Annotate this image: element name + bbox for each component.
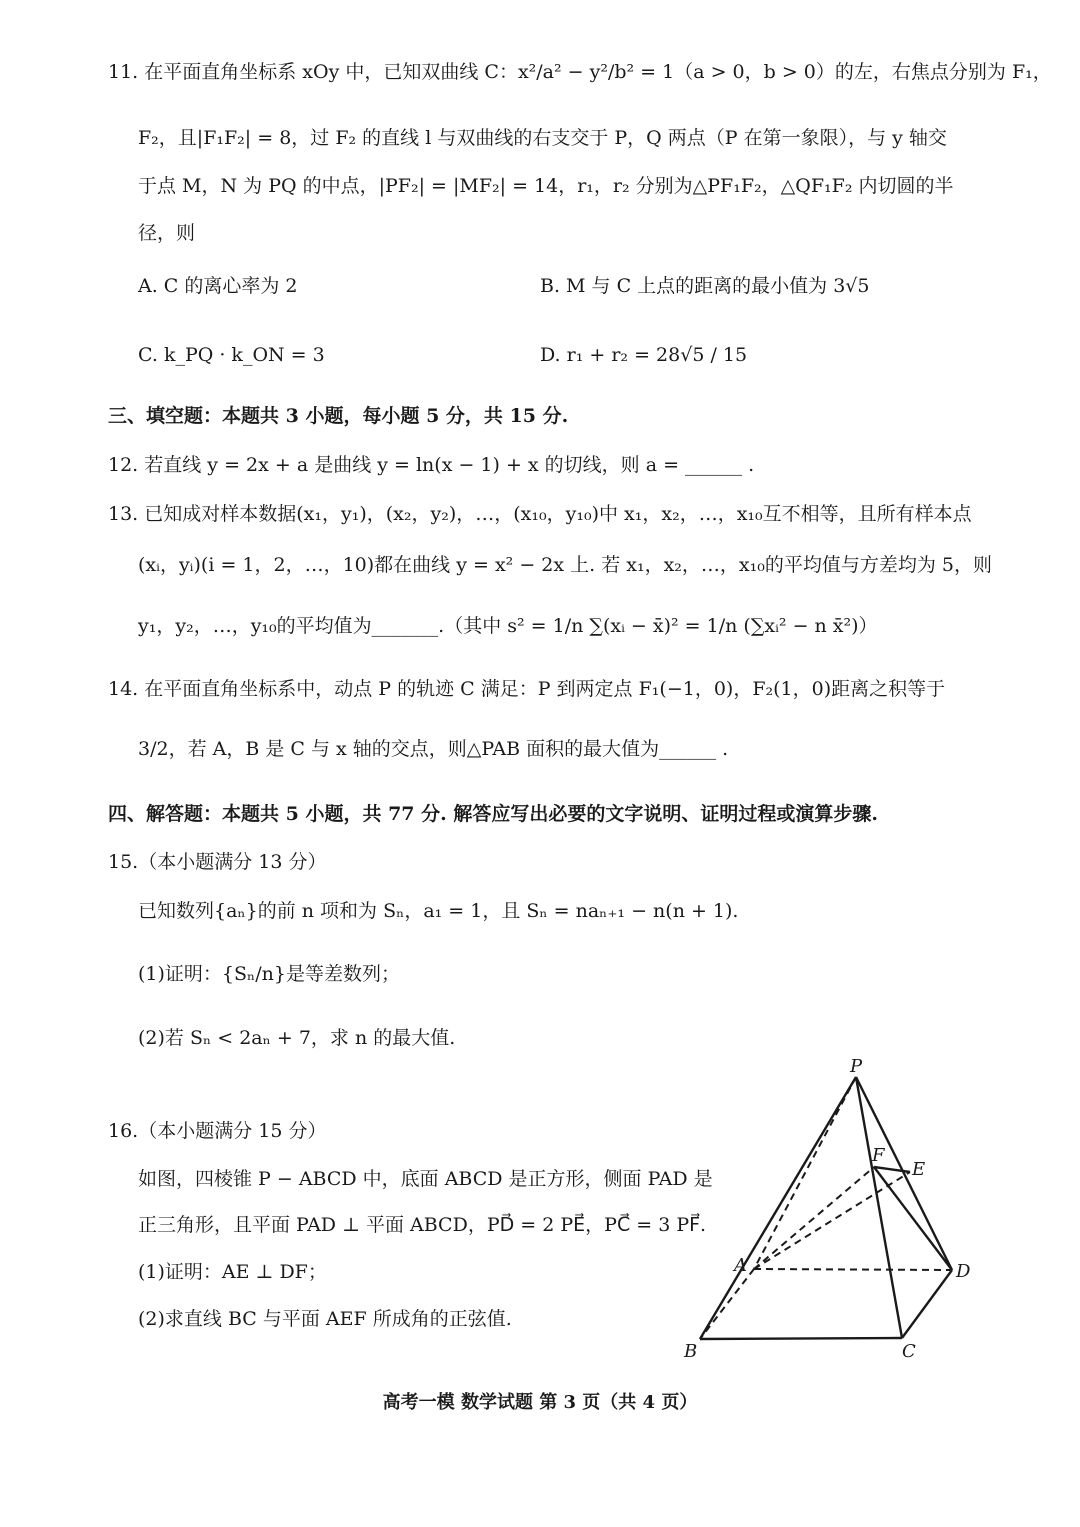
q16-line1: 如图，四棱锥 P − ABCD 中，底面 ABCD 是正方形，侧面 PAD 是 bbox=[138, 1168, 713, 1190]
q15-heading: 15.（本小题满分 13 分） bbox=[108, 851, 327, 873]
q15-stem: 已知数列{aₙ}的前 n 项和为 Sₙ，a₁ = 1，且 Sₙ = naₙ₊₁ − n(n + 1). bbox=[138, 900, 739, 922]
segment-fe bbox=[874, 1167, 910, 1172]
q15-part1: (1)证明：{Sₙ/n}是等差数列； bbox=[138, 963, 400, 985]
q11-option-d: D. r₁ + r₂ = 28√5 / 15 bbox=[540, 344, 748, 366]
label-d: D bbox=[956, 1261, 971, 1282]
q16-part1: (1)证明：AE ⊥ DF； bbox=[138, 1261, 327, 1283]
edge-ad-hidden bbox=[754, 1269, 952, 1270]
label-p: P bbox=[850, 1056, 863, 1077]
q16-heading: 16.（本小题满分 15 分） bbox=[108, 1120, 327, 1142]
segment-df bbox=[874, 1167, 952, 1270]
q13-line3: y₁，y₂，…，y₁₀的平均值为_______.（其中 s² = 1/n ∑(xᵢ − x̄)² = 1/n (∑xᵢ² − n x̄²)） bbox=[138, 615, 878, 637]
label-f: F bbox=[872, 1145, 885, 1166]
edge-cd bbox=[902, 1270, 952, 1338]
edge-bc bbox=[700, 1338, 902, 1339]
section-4-heading: 四、解答题：本题共 5 小题，共 77 分. 解答应写出必要的文字说明、证明过程或演算步骤. bbox=[108, 803, 878, 825]
q11-option-c: C. k_PQ · k_ON = 3 bbox=[138, 344, 325, 366]
label-b: B bbox=[684, 1341, 698, 1362]
q15-part2: (2)若 Sₙ < 2aₙ + 7，求 n 的最大值. bbox=[138, 1027, 456, 1049]
edge-pc bbox=[856, 1077, 902, 1338]
edge-pa-hidden bbox=[754, 1077, 856, 1269]
edge-pd bbox=[856, 1077, 952, 1270]
pyramid-figure bbox=[680, 1055, 980, 1365]
edge-ab-hidden bbox=[700, 1269, 754, 1339]
q14-line1: 14. 在平面直角坐标系中，动点 P 的轨迹 C 满足：P 到两定点 F₁(−1，0)，F₂(1，0)距离之积等于 bbox=[108, 678, 946, 700]
q13-line1: 13. 已知成对样本数据(x₁，y₁)，(x₂，y₂)，…，(x₁₀，y₁₀)中 x₁，x₂，…，x₁₀互不相等，且所有样本点 bbox=[108, 503, 972, 525]
q11-line2: F₂，且|F₁F₂| = 8，过 F₂ 的直线 l 与双曲线的右支交于 P，Q 两点（P 在第一象限），与 y 轴交 bbox=[138, 127, 947, 149]
q11-option-b: B. M 与 C 上点的距离的最小值为 3√5 bbox=[540, 275, 870, 297]
label-e: E bbox=[912, 1159, 926, 1180]
label-c: C bbox=[902, 1341, 916, 1362]
q11-line4: 径，则 bbox=[138, 222, 196, 244]
edge-pb bbox=[700, 1077, 856, 1339]
q14-line2: 3/2，若 A，B 是 C 与 x 轴的交点，则△PAB 面积的最大值为______ . bbox=[138, 738, 729, 760]
page-footer: 高考一模 数学试题 第 3 页（共 4 页） bbox=[382, 1392, 698, 1413]
q11-option-a: A. C 的离心率为 2 bbox=[138, 275, 298, 297]
q11-line1: 11. 在平面直角坐标系 xOy 中，已知双曲线 C：x²/a² − y²/b² = 1（a > 0，b > 0）的左，右焦点分别为 F₁， bbox=[108, 61, 1052, 83]
q11-line3: 于点 M，N 为 PQ 的中点，|PF₂| = |MF₂| = 14，r₁，r₂ 分别为△PF₁F₂，△QF₁F₂ 内切圆的半 bbox=[138, 175, 954, 197]
q13-line2: (xᵢ，yᵢ)(i = 1，2，…，10)都在曲线 y = x² − 2x 上. 若 x₁，x₂，…，x₁₀的平均值与方差均为 5，则 bbox=[138, 554, 992, 576]
q16-part2: (2)求直线 BC 与平面 AEF 所成角的正弦值. bbox=[138, 1308, 512, 1330]
label-a: A bbox=[734, 1255, 747, 1276]
section-3-heading: 三、填空题：本题共 3 小题，每小题 5 分，共 15 分. bbox=[108, 405, 569, 427]
q16-line2: 正三角形，且平面 PAD ⊥ 平面 ABCD，PD⃗ = 2 PE⃗，PC⃗ = 3 PF⃗. bbox=[138, 1214, 707, 1236]
q12-text: 12. 若直线 y = 2x + a 是曲线 y = ln(x − 1) + x 的切线，则 a = ______ . bbox=[108, 454, 755, 476]
